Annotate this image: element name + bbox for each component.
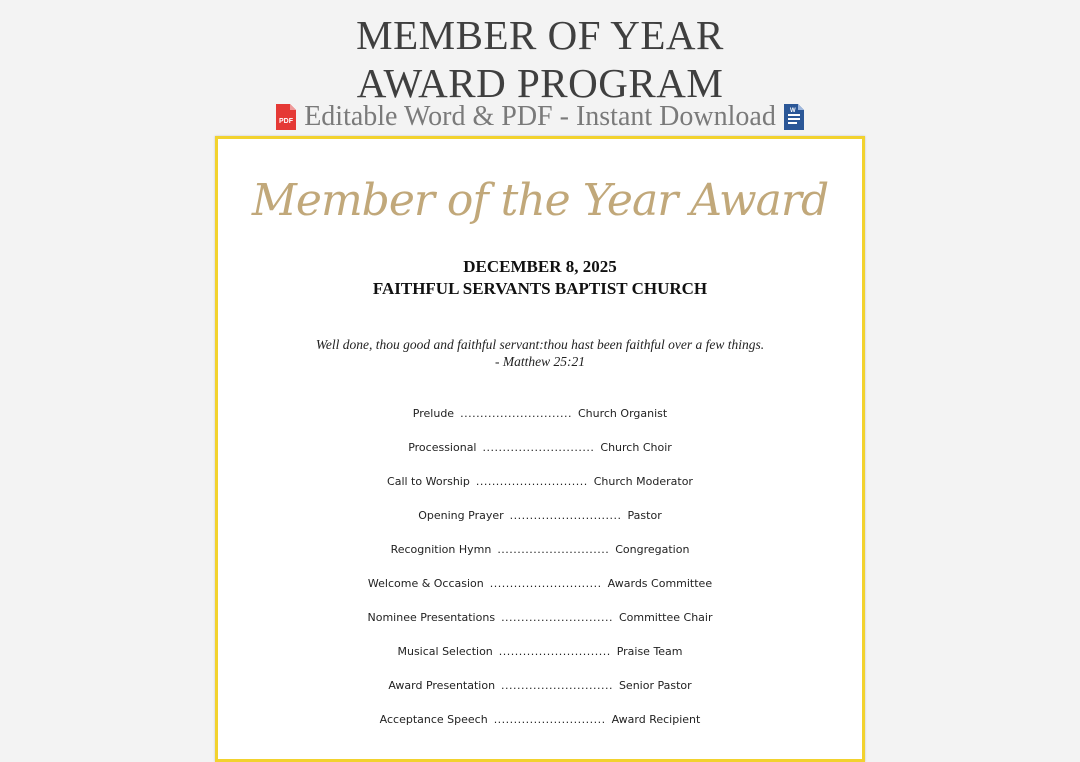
program-item-person: Award Recipient xyxy=(611,713,701,726)
event-date: DECEMBER 8, 2025 xyxy=(463,257,617,276)
program-item xyxy=(218,401,862,435)
program-item-person: Congregation xyxy=(615,543,690,556)
program-item-name: Call to Worship xyxy=(387,475,470,488)
program-item-name: Award Presentation xyxy=(388,679,496,692)
program-item-name: Acceptance Speech xyxy=(379,713,488,726)
program-item-leader: ............................ xyxy=(497,543,610,556)
program-item-person: Church Choir xyxy=(600,441,672,454)
page-title-line2: AWARD PROGRAM xyxy=(356,60,724,106)
program-item-person: Senior Pastor xyxy=(618,679,692,692)
program-item-leader: ............................ xyxy=(509,509,622,522)
page-title-line1: MEMBER OF YEAR xyxy=(356,12,724,58)
subtitle-row xyxy=(0,100,1080,134)
program-item-name: Nominee Presentations xyxy=(367,611,496,624)
program-item-name: Welcome & Occasion xyxy=(367,577,484,590)
program-item xyxy=(218,503,862,537)
program-item-name: Processional xyxy=(408,441,477,454)
program-item-name: Prelude xyxy=(412,407,455,420)
program-item xyxy=(218,707,862,741)
program-item xyxy=(218,537,862,571)
document-preview xyxy=(215,136,865,762)
church-name: FAITHFUL SERVANTS BAPTIST CHURCH xyxy=(372,279,708,298)
program-item-name: Musical Selection xyxy=(397,645,493,658)
program-item-name: Recognition Hymn xyxy=(390,543,492,556)
program-item xyxy=(218,673,862,707)
program-item-leader: ............................ xyxy=(482,441,595,454)
program-item-name: Opening Prayer xyxy=(418,509,504,522)
scripture-verse: Well done, thou good and faithful servant:thou hast been faithful over a few things. xyxy=(315,337,765,352)
program-item-leader: ............................ xyxy=(475,475,588,488)
program-item-leader: ............................ xyxy=(460,407,572,420)
program-item-person: Church Moderator xyxy=(593,475,693,488)
document-script-title: Member of the Year Award xyxy=(251,175,829,226)
program-item-person: Pastor xyxy=(627,509,662,522)
word-icon-label: W xyxy=(789,108,796,114)
program-item-leader: ............................ xyxy=(501,679,613,692)
subtitle-text: Editable Word & PDF - Instant Download xyxy=(304,101,776,132)
program-item-leader: ............................ xyxy=(498,645,611,658)
program-item xyxy=(218,605,862,639)
program-item-person: Praise Team xyxy=(616,645,683,658)
pdf-file-icon xyxy=(276,104,296,130)
program-item-person: Church Organist xyxy=(577,407,668,420)
program-item-person: Committee Chair xyxy=(618,611,713,624)
program-item-leader: ............................ xyxy=(489,577,602,590)
program-list xyxy=(218,401,862,741)
word-file-icon xyxy=(784,104,804,130)
program-item-leader: ............................ xyxy=(493,713,606,726)
program-item-leader: ............................ xyxy=(501,611,613,624)
pdf-icon-label: PDF xyxy=(279,118,294,125)
scripture-reference: - Matthew 25:21 xyxy=(495,354,585,369)
program-item xyxy=(218,571,862,605)
program-item xyxy=(218,469,862,503)
program-item xyxy=(218,639,862,673)
program-item xyxy=(218,435,862,469)
program-item-person: Awards Committee xyxy=(607,577,713,590)
